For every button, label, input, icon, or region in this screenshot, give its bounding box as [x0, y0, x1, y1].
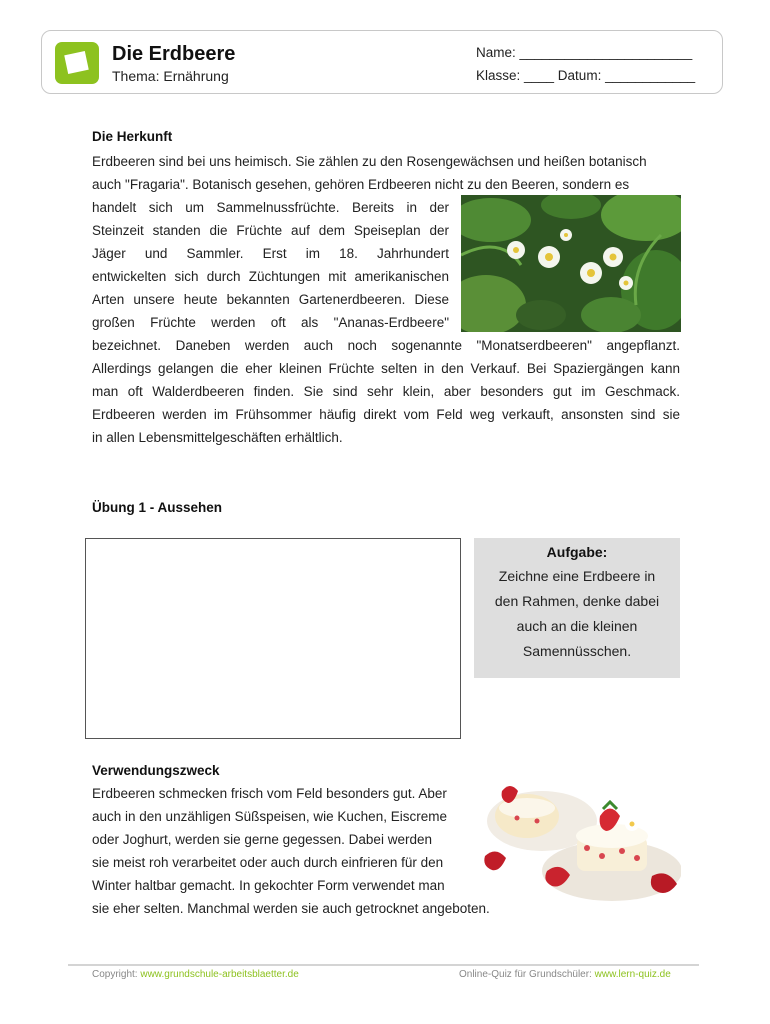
copyright-link[interactable]: www.grundschule-arbeitsblaetter.de: [140, 969, 299, 980]
quiz-label: Online-Quiz für Grundschüler:: [459, 969, 595, 980]
text-line: auch in den unzähligen Süßspeisen, wie Kuchen, Eiscreme: [92, 809, 447, 824]
text-line: Jäger und Sammler. Erst im 18. Jahrhundert: [92, 246, 449, 261]
verwendung-text-wrapped: [92, 782, 472, 897]
text-line: Erdbeeren sind bei uns heimisch. Sie zählen zu den Rosengewächsen und heißen botanisch: [92, 154, 647, 169]
strawberry-flowers-image: [461, 195, 681, 332]
task-box: [474, 538, 680, 678]
footer-quiz: [459, 969, 671, 980]
text-line: oder Joghurt, werden sie gerne gegessen. Dabei werden: [92, 832, 432, 847]
text-line: handelt sich um Sammelnussfrüchte. Bereits in der: [92, 200, 449, 215]
task-title: Aufgabe:: [546, 544, 608, 560]
text-line: Winter haltbar gemacht. In gekochter Form verwendet man: [92, 878, 445, 893]
footer-divider: [68, 964, 699, 966]
text-line: auch "Fragaria". Botanisch gesehen, gehören Erdbeeren nicht zu den Beeren, sondern es: [92, 177, 630, 192]
section-heading-uebung: Übung 1 - Aussehen: [92, 500, 223, 515]
text-line: sie meist roh verarbeitet oder auch durch einfrieren für den: [92, 855, 444, 870]
footer-copyright: [92, 969, 299, 980]
class-date-field: Klasse: ____ Datum: ____________: [476, 68, 696, 83]
task-line: auch an die kleinen: [516, 618, 638, 634]
task-line: Zeichne eine Erdbeere in: [498, 568, 656, 584]
text-line: bezeichnet. Daneben werden auch noch sogenannte "Monatserdbeeren" angepflanzt.: [92, 338, 680, 353]
worksheet-title: Die Erdbeere: [112, 43, 236, 65]
herkunft-text-wrapped: [92, 196, 449, 334]
text-line: Allerdings gelangen die eher kleinen Früchte selten in den Verkauf. Bei Spaziergängen kann: [92, 361, 680, 376]
task-line: Samennüsschen.: [522, 643, 632, 659]
text-line: großen Früchte werden oft als "Ananas-Erdbeere": [92, 315, 449, 330]
name-field: Name: _______________________: [476, 45, 693, 60]
text-line: Erdbeeren werden im Frühsommer häufig direkt vom Feld weg verkauft, ansonsten sind sie: [92, 407, 680, 422]
logo-icon: [55, 42, 99, 84]
worksheet-header: [41, 30, 723, 94]
worksheet-topic: Thema: Ernährung: [112, 68, 229, 84]
strawberry-dessert-image: [482, 776, 681, 901]
text-line: man oft Walderdbeeren finden. Sie sind sehr klein, aber besonders gut im Geschmack.: [92, 384, 680, 399]
text-line: in allen Lebensmittelgeschäften erhältlich.: [92, 430, 343, 445]
task-line: den Rahmen, denke dabei: [494, 593, 660, 609]
copyright-label: Copyright:: [92, 969, 141, 980]
text-line: Steinzeit standen die Früchte auf dem Speiseplan der: [92, 223, 449, 238]
quiz-link[interactable]: www.lern-quiz.de: [594, 969, 671, 980]
section-heading-verwendung: Verwendungszweck: [92, 763, 220, 778]
task-text: [474, 564, 680, 664]
text-line: Erdbeeren schmecken frisch vom Feld besonders gut. Aber: [92, 786, 447, 801]
text-line: sie eher selten. Manchmal werden sie auch getrocknet angeboten.: [92, 901, 490, 916]
text-line: Arten unsere heute bekannten Gartenerdbeeren. Diese: [92, 292, 449, 307]
drawing-frame[interactable]: [85, 538, 461, 739]
herkunft-text-full-top: [92, 150, 680, 196]
section-heading-herkunft: Die Herkunft: [92, 129, 173, 144]
text-line: entwickelten sich durch Züchtungen mit amerikanischen: [92, 269, 449, 284]
herkunft-text-full-bottom: [92, 334, 680, 449]
